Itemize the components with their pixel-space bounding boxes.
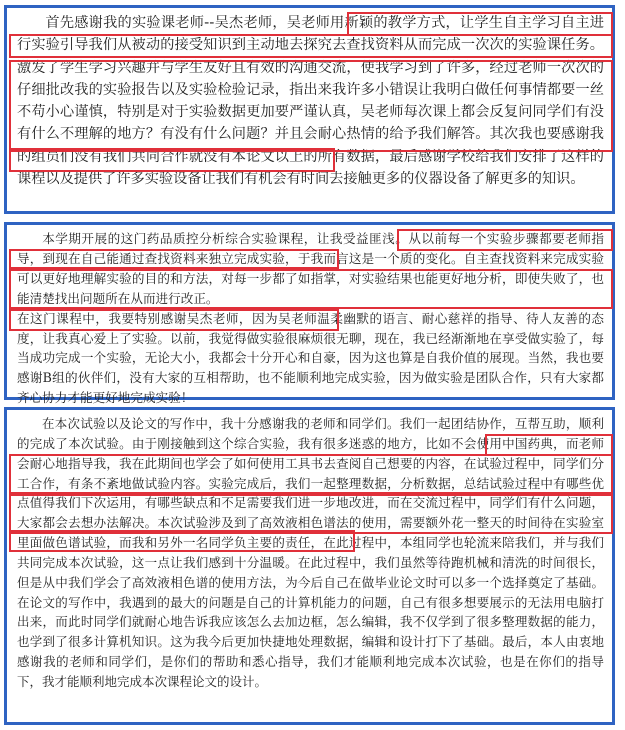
reflection-panel-2 <box>4 222 615 406</box>
panel-3-paragraph: 在本次试验以及论文的写作中，我十分感谢我的老师和同学们。我们一起团结协作，互帮互助，顺利的完成了本次试验。由于刚接触到这个综合实验，我有很多迷惑的地方，比如不会使用中国药典，而老师会耐心地指导我，我在此期间也学会了如何使用工具书去查阅自己想要的内容，在试验过程中，同学们分工合作，有条不紊地做试验内容。实验完成后，我们一起整理数据，分析数据，总结试验过程中有哪些优点值得我们下次运用，有哪些缺点和不足需要我们进一步地改进，而在交流过程中，同学们有什么问题，大家都会去想办法解决。本次试验涉及到了高效液相色谱法的使用，需要额外花一整天的时间待在实验室里面做色谱试验，而我和另外一名同学负主要的责任，在此过程中，本组同学也轮流来陪我们，并与我们共同完成本次试验，这一点让我们感到十分温暖。在此过程中，我们虽然等待跑机械和清洗的时间很长，但是从中我们学会了高效液相色谱的使用方法，为今后自己在做毕业论文时可以多一个选择奠定了基础。在论文的写作中，我遇到的最大的问题是自己的计算机能力的问题，自己有很多想要展示的无法用电脑打出来，而此时同学们就耐心地告诉我应该怎么去加边框，怎么编辑，我不仅学到了很多整理数据的能力，也学到了很多计算机知识。这为我今后更加快捷地处理数据，编辑和设计打下了基础。最后，本人由衷地感谢我的老师和同学们，是你们的帮助和悉心指导，我们才能顺利地完成本次试验，也是在你们的指导下，我才能顺利地完成本次课程论文的设计。 <box>17 416 604 689</box>
reflection-panel-3 <box>4 407 615 725</box>
reflection-panel-1 <box>4 5 615 214</box>
panel-1-paragraph: 首先感谢我的实验课老师--吴杰老师，吴老师用新颖的教学方式，让学生自主学习自主进行实验引导我们从被动的接受知识到主动地去探究去查找资料从而完成一次次的实验课任务。激发了学生学习兴趣并与学生友好且有效的沟通交流，使我学习到了许多，经过老师一次次的仔细批改我的实验报告以及实验检验记录，指出来我许多小错误让我明白做任何事情都要一丝不苟小心谨慎，特别是对于实验数据更加要严谨认真，吴老师每次课上都会反复问同学们有没有什么不理解的地方？有没有什么问题？并且会耐心热情的给予我们解答。其次我也要感谢我的组员们没有我们共同合作就没有本论文以上的所有数据，最后感谢学校给我们安排了这样的课程以及提供了许多实验设备让我们有机会有时间去接触更多的仪器设备了解更多的知识。 <box>17 15 604 188</box>
panel-2-paragraphs: 本学期开展的这门药品质控分析综合实验课程，让我受益匪浅。从以前每一个实验步骤都要老师指导，到现在自己能通过查找资料来独立完成实验，于我而言这是一个质的变化。自主查找资料来完成实验可以更好地理解实验的目的和方法，对每一步都了如指掌，对实验结果也能更好地分析，即使失败了，也能清楚找出问题所在从而进行改正。 在这门课程中，我要特别感谢吴杰老师，因为吴老师温柔幽默的语言、耐心慈祥的指导、待人友善的态度，让我真心爱上了实验。以前，我觉得做实验很麻烦很无聊，现在，我已经渐渐地在享受做实验了，每当成功完成一个实验，无论大小，我都会十分开心和自豪，因为这也算是自我价值的展现。当然，我也要感谢B组的伙伴们，没有大家的互相帮助，也不能顺利地完成实验，因为做实验是团队合作，只有大家都齐心协力才能更好地完成实验！ <box>17 231 604 406</box>
